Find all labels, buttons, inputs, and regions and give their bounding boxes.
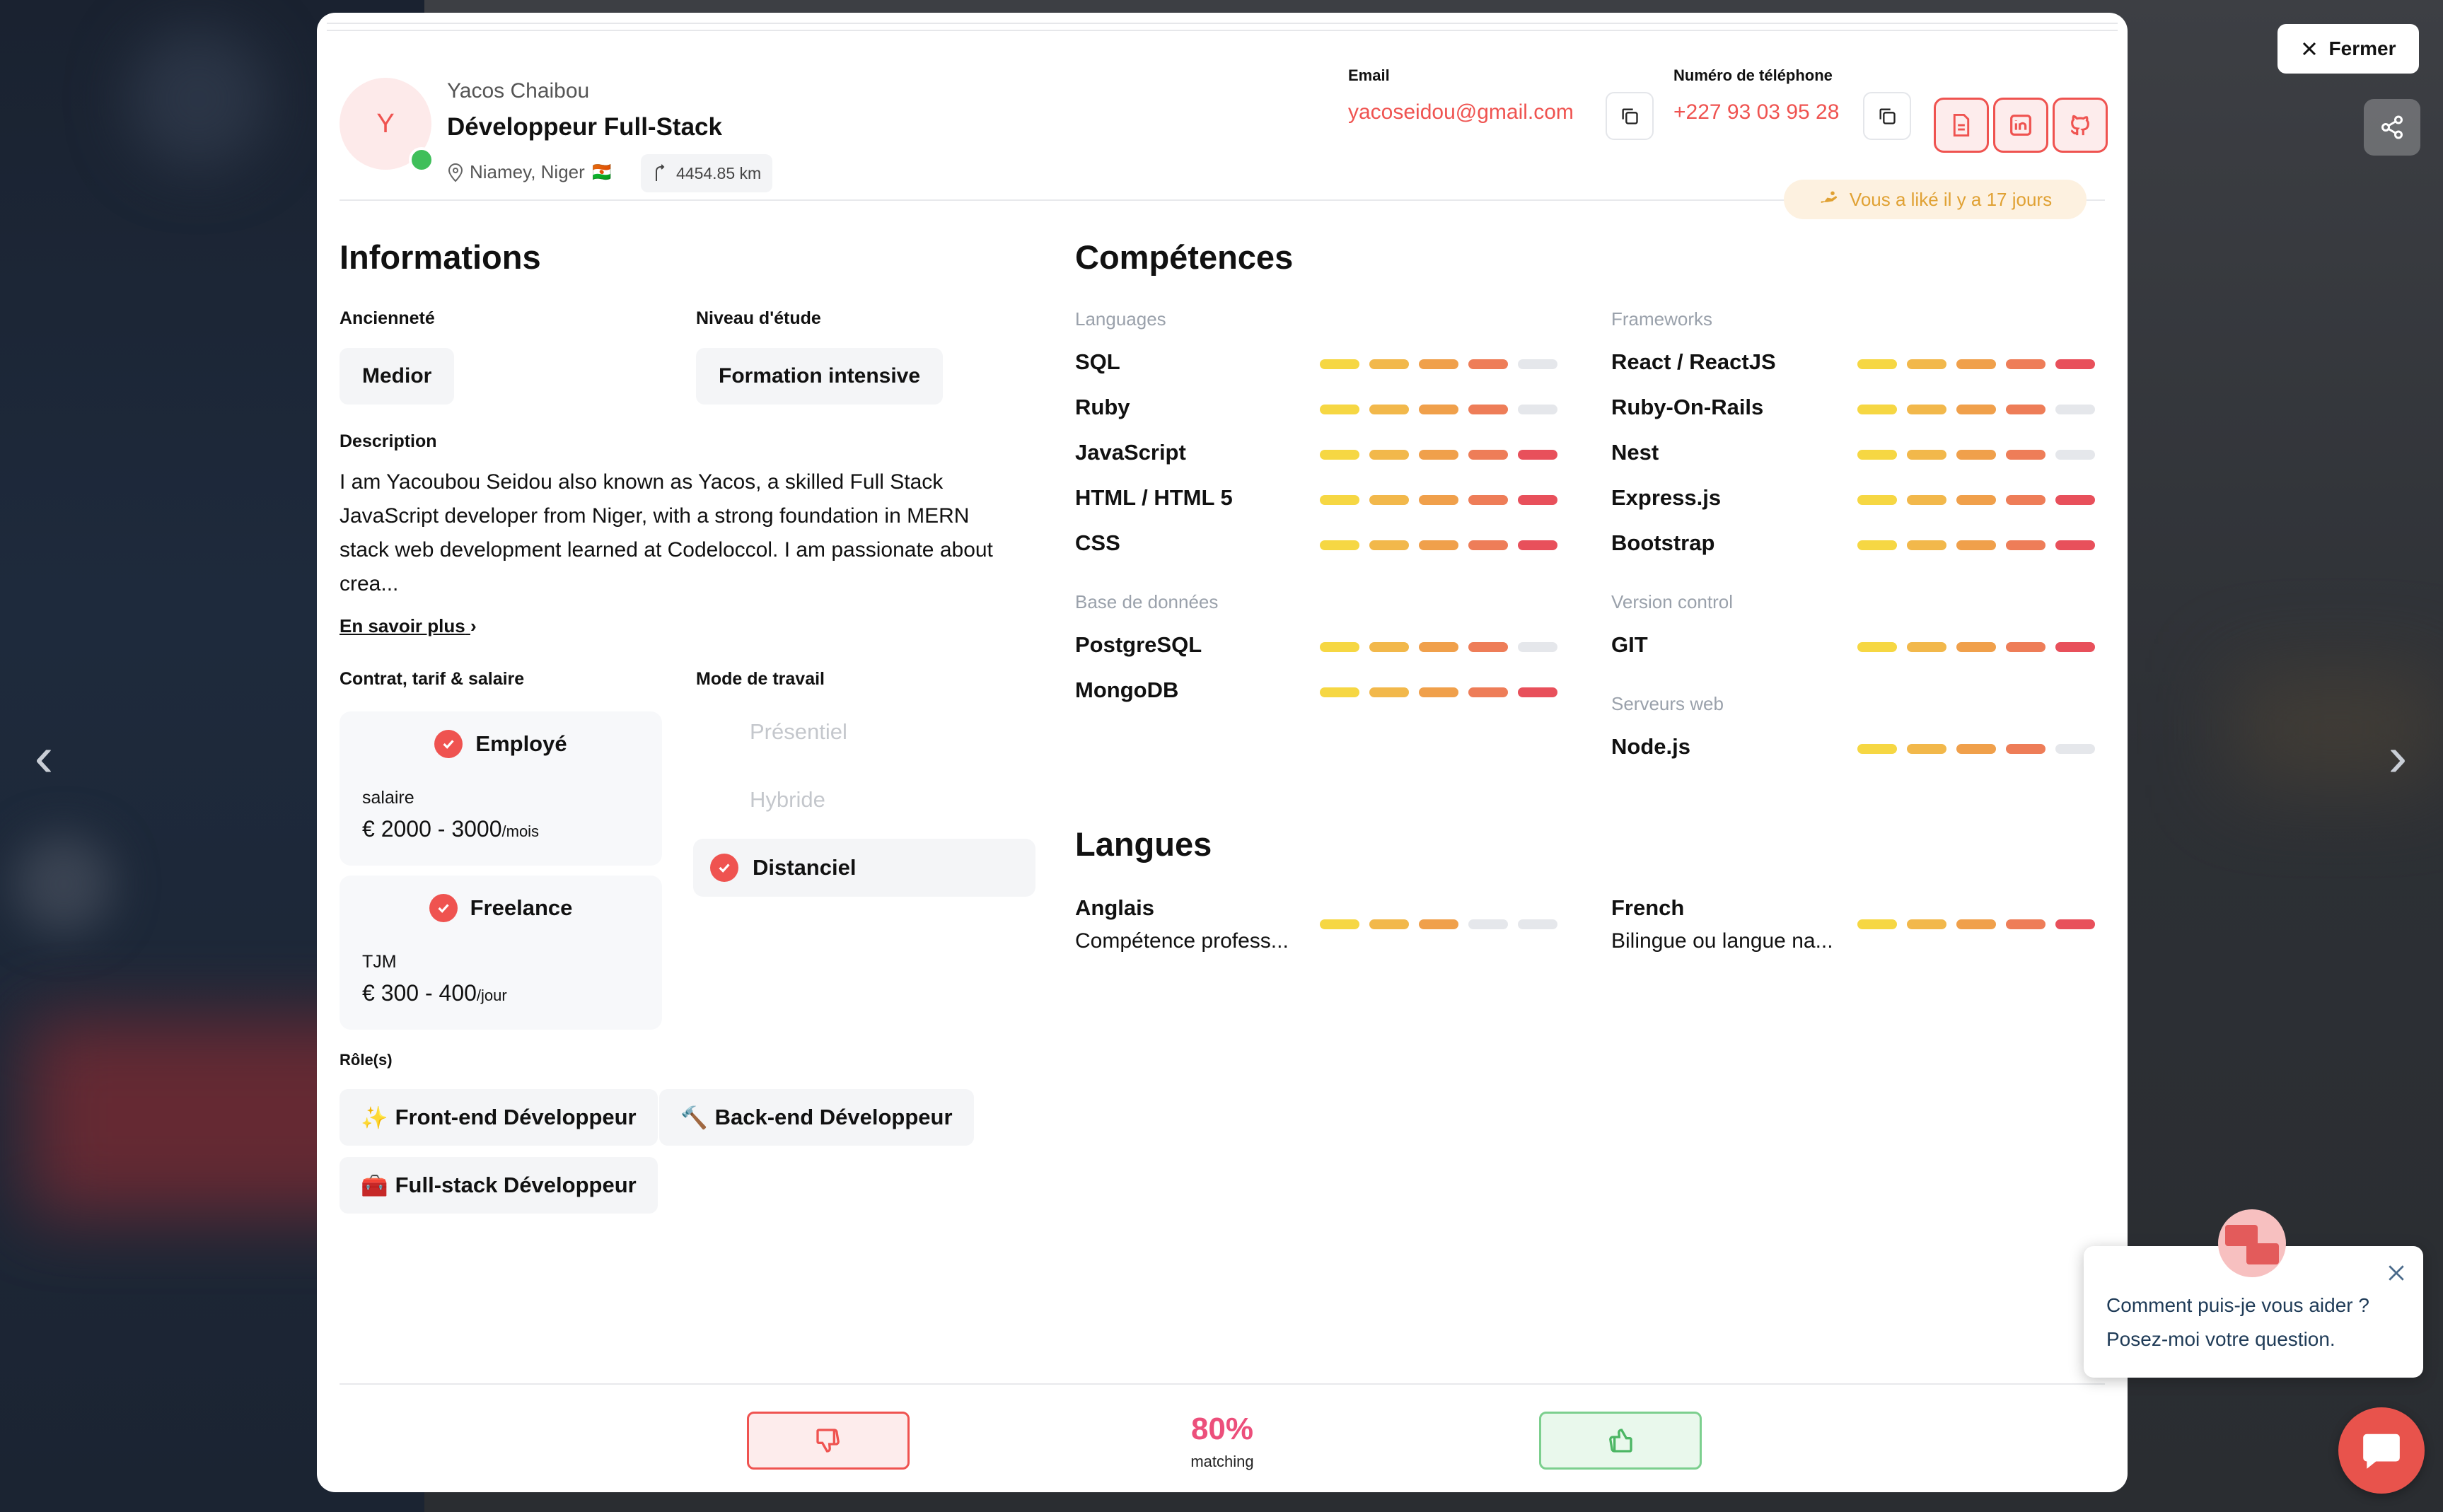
level-segment <box>1907 450 1946 460</box>
level-segment <box>1956 744 1996 754</box>
level-segment <box>1857 642 1897 652</box>
level-segment <box>1369 642 1409 652</box>
level-segment <box>1518 359 1557 369</box>
skill-name: HTML / HTML 5 <box>1075 485 1233 510</box>
level-segment <box>1369 540 1409 550</box>
level-segment <box>2055 540 2095 550</box>
level-segment <box>1320 687 1359 697</box>
level-segment <box>1907 744 1946 754</box>
flag-icon: 🇳🇪 <box>590 161 614 182</box>
skill-level-bars <box>1857 744 2095 754</box>
level-segment <box>1369 687 1409 697</box>
skill-level-bars <box>1857 540 2095 550</box>
level-segment <box>1518 405 1557 414</box>
level-segment <box>1419 405 1458 414</box>
skill-category-label: Frameworks <box>1611 308 1713 330</box>
linkedin-icon <box>2009 114 2032 136</box>
liked-text: Vous a liké il y a 17 jours <box>1849 188 2053 210</box>
skill-level-bars <box>1857 495 2095 505</box>
level-segment <box>1320 495 1359 505</box>
level-segment <box>2055 405 2095 414</box>
dislike-button[interactable] <box>747 1412 910 1470</box>
level-segment <box>1956 450 1996 460</box>
chat-icon <box>2360 1429 2403 1472</box>
skill-category-label: Serveurs web <box>1611 693 1724 714</box>
candidate-title: Développeur Full-Stack <box>447 113 722 141</box>
work-mode-onsite: Présentiel <box>750 719 847 744</box>
roles-label: Rôle(s) <box>340 1051 393 1069</box>
document-icon <box>1951 113 1972 137</box>
candidate-modal <box>317 13 2128 1492</box>
skill-level-bars <box>1320 359 1557 369</box>
share-button[interactable] <box>2364 99 2420 156</box>
language-name: Anglais <box>1075 895 1154 920</box>
share-icon <box>2379 115 2405 140</box>
language-level-text: Compétence profess... <box>1075 929 1289 953</box>
level-segment <box>1907 919 1946 929</box>
thumbs-up-icon <box>1606 1426 1635 1455</box>
description-text: I am Yacoubou Seidou also known as Yacos, a skilled Full Stack JavaScript developer from Niger, with a strong foundation in MERN stack web development learned at Codeloccol. I am passionate about crea... <box>340 470 993 595</box>
check-icon <box>710 854 738 882</box>
email-link[interactable]: yacoseidou@gmail.com <box>1348 100 1574 124</box>
seniority-label: Ancienneté <box>340 308 435 328</box>
level-segment <box>1857 450 1897 460</box>
language-level-text: Bilingue ou langue na... <box>1611 929 1833 953</box>
level-segment <box>1369 450 1409 460</box>
copy-icon <box>1877 106 1897 126</box>
level-segment <box>1419 495 1458 505</box>
level-segment <box>1320 919 1359 929</box>
cv-button[interactable] <box>1934 98 1989 153</box>
skill-category-label: Base de données <box>1075 591 1219 612</box>
level-segment <box>1907 359 1946 369</box>
close-icon <box>2387 1264 2406 1282</box>
chevron-right-icon: › <box>470 615 477 636</box>
toolbox-icon: 🧰 <box>361 1173 388 1198</box>
level-segment <box>1419 642 1458 652</box>
level-segment <box>1468 687 1508 697</box>
contract-label: Contrat, tarif & salaire <box>340 669 525 689</box>
level-segment <box>1956 919 1996 929</box>
level-segment <box>1468 405 1508 414</box>
role-chip: 🧰 Full-stack Développeur <box>340 1157 658 1214</box>
skill-category-label: Version control <box>1611 591 1733 612</box>
level-segment <box>2055 744 2095 754</box>
level-segment <box>1419 540 1458 550</box>
informations-title: Informations <box>340 238 541 276</box>
chat-close-button[interactable] <box>2382 1259 2410 1287</box>
level-segment <box>1320 359 1359 369</box>
level-segment <box>1320 540 1359 550</box>
role-chip: 🔨 Back-end Développeur <box>659 1089 974 1146</box>
languages-title: Langues <box>1075 825 1212 863</box>
footer-divider <box>340 1383 2105 1385</box>
skill-name: Ruby-On-Rails <box>1611 395 1764 419</box>
skill-name: CSS <box>1075 530 1120 555</box>
contract-card-employee <box>340 711 662 866</box>
language-level-bars <box>1320 919 1557 929</box>
level-segment <box>2006 642 2045 652</box>
level-segment <box>2006 744 2045 754</box>
education-label: Niveau d'étude <box>696 308 821 328</box>
level-segment <box>1956 405 1996 414</box>
level-segment <box>1857 495 1897 505</box>
work-mode-label: Mode de travail <box>696 669 825 689</box>
next-arrow-icon[interactable]: › <box>2388 725 2408 788</box>
contract-key: salaire <box>362 788 414 808</box>
online-status-dot <box>409 147 434 173</box>
level-segment <box>1956 495 1996 505</box>
level-segment <box>1907 642 1946 652</box>
phone-link[interactable]: +227 93 03 95 28 <box>1673 100 1840 124</box>
hammer-icon: 🔨 <box>680 1105 708 1130</box>
avatar: Y <box>340 78 431 170</box>
linkedin-button[interactable] <box>1993 98 2048 153</box>
description-label: Description <box>340 431 437 451</box>
location-pin-icon <box>447 163 464 182</box>
level-segment <box>1857 540 1897 550</box>
level-segment <box>2055 450 2095 460</box>
level-segment <box>1468 495 1508 505</box>
previous-arrow-icon[interactable]: ‹ <box>34 725 54 788</box>
hand-icon <box>1818 189 1840 210</box>
level-segment <box>2006 540 2045 550</box>
match-label: matching <box>1190 1453 1254 1470</box>
skill-level-bars <box>1320 642 1557 652</box>
level-segment <box>1468 919 1508 929</box>
skill-level-bars <box>1857 359 2095 369</box>
distance-chip <box>641 154 772 192</box>
skill-name: MongoDB <box>1075 678 1179 702</box>
close-button[interactable] <box>2277 24 2419 74</box>
chat-bot-logo <box>2218 1209 2286 1277</box>
level-segment <box>1518 495 1557 505</box>
level-segment <box>1369 495 1409 505</box>
skill-name: Express.js <box>1611 485 1722 510</box>
copy-icon <box>1620 106 1640 126</box>
skill-category-label: Languages <box>1075 308 1166 330</box>
github-icon <box>2068 113 2092 137</box>
level-segment <box>1857 359 1897 369</box>
read-more-link[interactable]: En savoir plus › <box>340 615 477 636</box>
level-segment <box>1857 405 1897 414</box>
level-segment <box>1369 405 1409 414</box>
level-segment <box>2055 919 2095 929</box>
level-segment <box>1419 687 1458 697</box>
phone-label: Numéro de téléphone <box>1673 66 1833 84</box>
level-segment <box>1956 540 1996 550</box>
level-segment <box>2006 495 2045 505</box>
skill-name: Ruby <box>1075 395 1130 419</box>
location-text: Niamey, Niger <box>470 161 585 182</box>
level-segment <box>1419 919 1458 929</box>
skill-level-bars <box>1857 642 2095 652</box>
skill-name: JavaScript <box>1075 440 1186 465</box>
skill-name: React / ReactJS <box>1611 349 1776 374</box>
thumbs-down-icon <box>814 1426 842 1455</box>
level-segment <box>1518 642 1557 652</box>
skill-name: Nest <box>1611 440 1659 465</box>
copy-email-button[interactable] <box>1606 92 1654 140</box>
skill-level-bars <box>1320 687 1557 697</box>
level-segment <box>1468 642 1508 652</box>
candidate-location <box>447 161 613 183</box>
level-segment <box>1468 359 1508 369</box>
level-segment <box>1956 642 1996 652</box>
skill-level-bars <box>1320 540 1557 550</box>
level-segment <box>1320 450 1359 460</box>
chat-greeting: Comment puis-je vous aider ? <box>2106 1294 2369 1316</box>
skill-level-bars <box>1857 405 2095 414</box>
level-segment <box>1320 642 1359 652</box>
level-segment <box>1419 359 1458 369</box>
level-segment <box>1518 687 1557 697</box>
sparkles-icon: ✨ <box>361 1105 388 1130</box>
skill-name: PostgreSQL <box>1075 632 1202 657</box>
level-segment <box>1518 919 1557 929</box>
level-segment <box>2006 450 2045 460</box>
github-button[interactable] <box>2053 98 2108 153</box>
seniority-chip: Medior <box>340 348 454 405</box>
skill-level-bars <box>1320 405 1557 414</box>
close-label: Fermer <box>2328 37 2396 59</box>
chat-prompt: Posez-moi votre question. <box>2106 1328 2335 1350</box>
level-segment <box>1369 359 1409 369</box>
match-percent: 80% <box>1190 1412 1254 1446</box>
language-level-bars <box>1857 919 2095 929</box>
skill-level-bars <box>1857 450 2095 460</box>
skill-level-bars <box>1320 450 1557 460</box>
level-segment <box>1419 450 1458 460</box>
level-segment <box>2055 642 2095 652</box>
contract-card-freelance <box>340 876 662 1030</box>
level-segment <box>2055 495 2095 505</box>
work-mode-label-text: Distanciel <box>753 855 857 880</box>
level-segment <box>1857 744 1897 754</box>
contract-type: Freelance <box>470 895 573 920</box>
work-mode-remote <box>693 839 1035 897</box>
language-name: French <box>1611 895 1685 920</box>
level-segment <box>2006 405 2045 414</box>
route-icon <box>652 164 666 182</box>
level-segment <box>1320 405 1359 414</box>
close-icon <box>2301 40 2318 57</box>
role-chip: ✨ Front-end Développeur <box>340 1089 658 1146</box>
level-segment <box>1468 540 1508 550</box>
email-label: Email <box>1348 66 1390 84</box>
copy-phone-button[interactable] <box>1863 92 1911 140</box>
level-segment <box>1907 405 1946 414</box>
level-segment <box>1468 450 1508 460</box>
chat-launcher-button[interactable] <box>2338 1407 2425 1494</box>
level-segment <box>1518 450 1557 460</box>
level-segment <box>2006 919 2045 929</box>
level-segment <box>2055 359 2095 369</box>
skill-name: Node.js <box>1611 734 1690 759</box>
level-segment <box>1956 359 1996 369</box>
check-icon <box>429 894 458 922</box>
skill-name: Bootstrap <box>1611 530 1715 555</box>
distance-value: 4454.85 km <box>676 163 762 182</box>
work-mode-hybrid: Hybride <box>750 787 825 812</box>
contract-type: Employé <box>475 731 567 756</box>
skill-name: SQL <box>1075 349 1120 374</box>
skills-title: Compétences <box>1075 238 1294 276</box>
candidate-name: Yacos Chaibou <box>447 79 590 103</box>
level-segment <box>1907 495 1946 505</box>
level-segment <box>2006 359 2045 369</box>
level-segment <box>1907 540 1946 550</box>
education-chip: Formation intensive <box>696 348 943 405</box>
like-button[interactable] <box>1539 1412 1702 1470</box>
check-icon <box>434 730 463 758</box>
contract-value: € 300 - 400/jour <box>362 980 507 1006</box>
skill-level-bars <box>1320 495 1557 505</box>
contract-key: TJM <box>362 952 397 972</box>
level-segment <box>1857 919 1897 929</box>
level-segment <box>1369 919 1409 929</box>
liked-badge <box>1784 180 2087 219</box>
level-segment <box>1518 540 1557 550</box>
skill-name: GIT <box>1611 632 1648 657</box>
contract-value: € 2000 - 3000/mois <box>362 816 540 842</box>
